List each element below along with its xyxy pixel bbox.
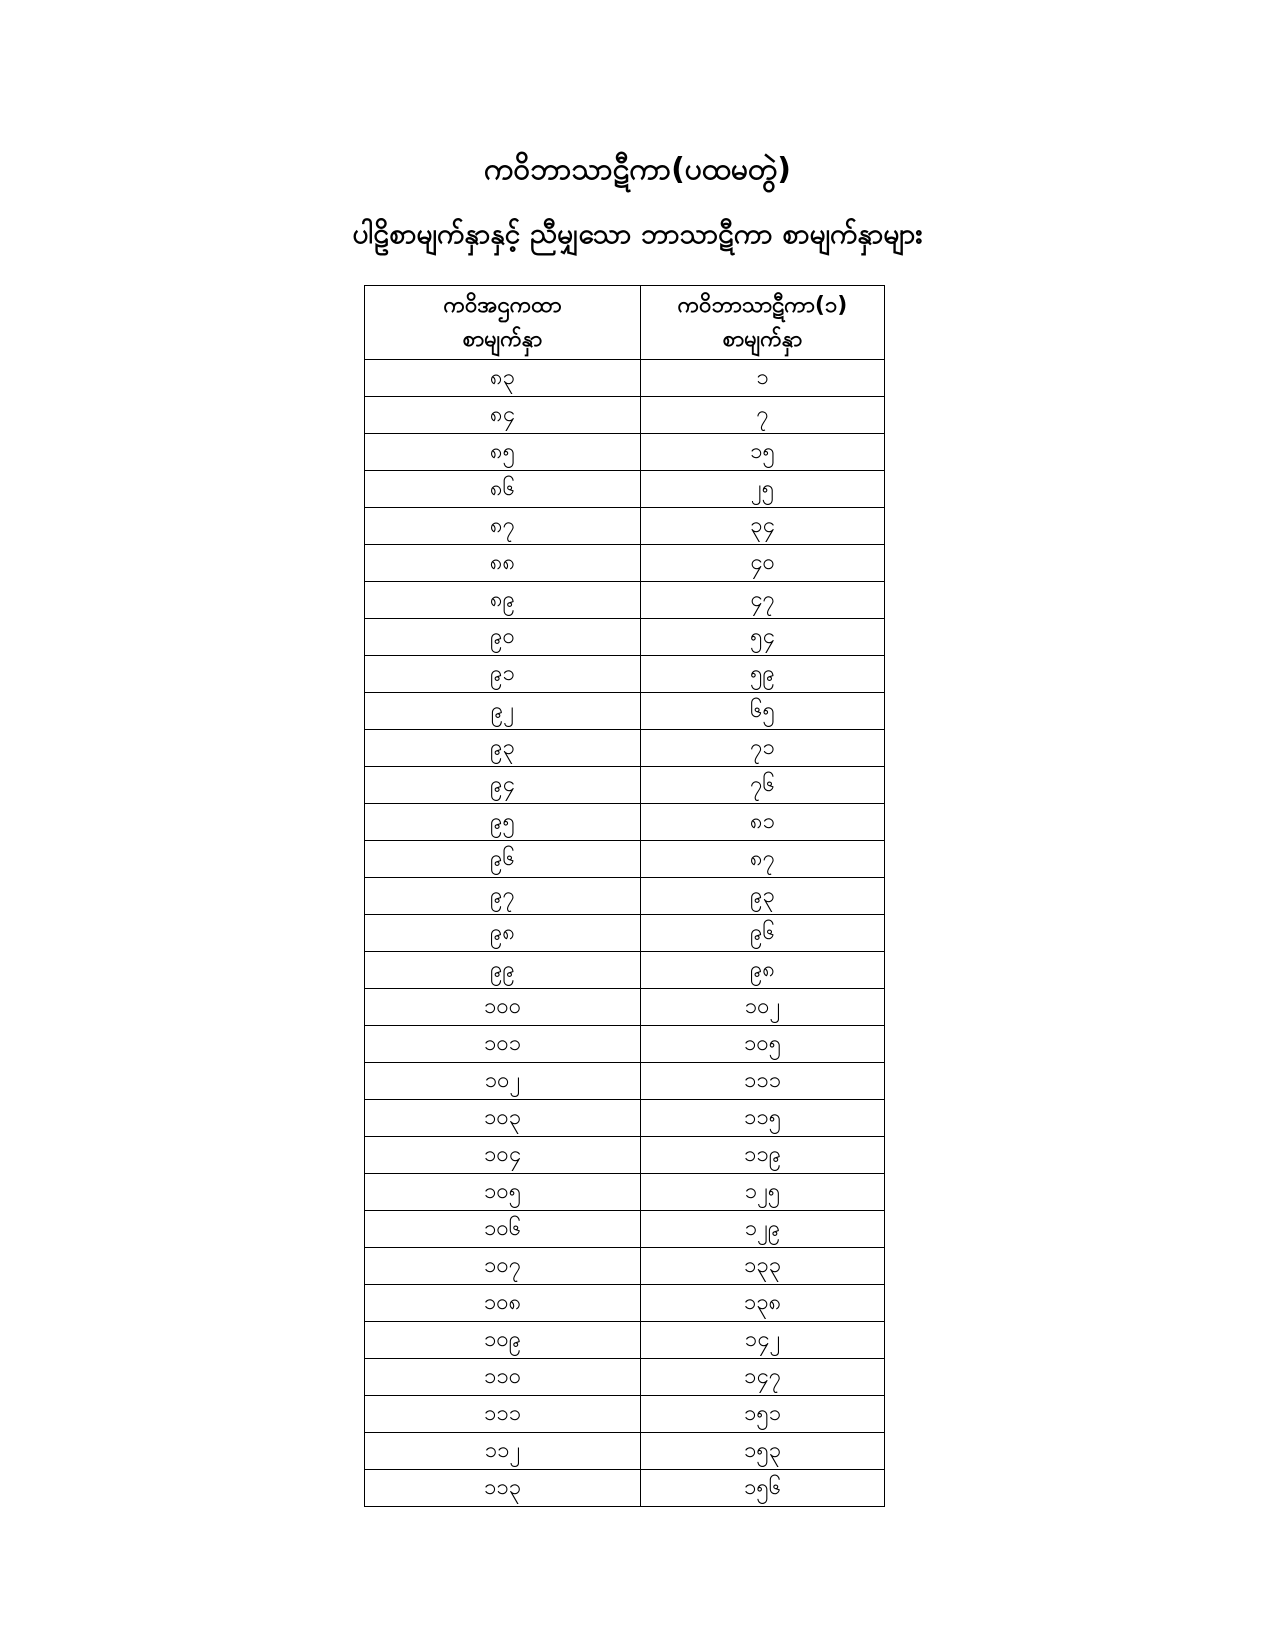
atthakatha-page-cell: ၁၀၂	[365, 1063, 641, 1100]
tika-page-cell: ၁၅၁	[641, 1396, 885, 1433]
tika-page-cell: ၁၀၂	[641, 989, 885, 1026]
table-row	[365, 545, 885, 582]
atthakatha-page-cell: ၉၄	[365, 767, 641, 804]
table-row	[365, 1211, 885, 1248]
tika-page-cell: ၅၉	[641, 656, 885, 693]
atthakatha-page-cell: ၁၀၀	[365, 989, 641, 1026]
atthakatha-page-cell: ၈၈	[365, 545, 641, 582]
atthakatha-page-cell: ၁၁၃	[365, 1470, 641, 1507]
atthakatha-page-cell: ၉၃	[365, 730, 641, 767]
tika-page-cell: ၅၄	[641, 619, 885, 656]
page-mapping-table	[364, 285, 885, 1507]
header-tika-line2: စာမျက်နှာ	[722, 326, 803, 352]
table-row	[365, 952, 885, 989]
table-row	[365, 1285, 885, 1322]
atthakatha-page-cell: ၉၁	[365, 656, 641, 693]
table-row	[365, 767, 885, 804]
table-row	[365, 730, 885, 767]
table-row	[365, 508, 885, 545]
table-row	[365, 989, 885, 1026]
table-row	[365, 1248, 885, 1285]
tika-page-cell: ၁၅၃	[641, 1433, 885, 1470]
atthakatha-page-cell: ၉၈	[365, 915, 641, 952]
table-row	[365, 397, 885, 434]
atthakatha-page-cell: ၉၀	[365, 619, 641, 656]
atthakatha-page-cell: ၉၆	[365, 841, 641, 878]
table-row	[365, 656, 885, 693]
document-title: ကဝိဘာသာဋီကာ(ပထမတွဲ)	[484, 152, 791, 187]
table-row	[365, 1026, 885, 1063]
header-atthakatha-line1: ကဝိအဌကထာ	[443, 292, 562, 318]
table-row	[365, 1433, 885, 1470]
table-row	[365, 582, 885, 619]
atthakatha-page-cell: ၁၀၅	[365, 1174, 641, 1211]
atthakatha-page-cell: ၉၇	[365, 878, 641, 915]
header-tika-page	[641, 286, 885, 360]
table-row	[365, 1322, 885, 1359]
tika-page-cell: ၁၃၃	[641, 1248, 885, 1285]
table-row	[365, 1174, 885, 1211]
atthakatha-page-cell: ၁၀၃	[365, 1100, 641, 1137]
atthakatha-page-cell: ၁၀၇	[365, 1248, 641, 1285]
atthakatha-page-cell: ၈၅	[365, 434, 641, 471]
table-row	[365, 1470, 885, 1507]
table-row	[365, 1137, 885, 1174]
tika-page-cell: ၄၇	[641, 582, 885, 619]
atthakatha-page-cell: ၁၁၁	[365, 1396, 641, 1433]
atthakatha-page-cell: ၁၀၁	[365, 1026, 641, 1063]
tika-page-cell: ၁၀၅	[641, 1026, 885, 1063]
header-atthakatha-line2: စာမျက်နှာ	[462, 326, 543, 352]
tika-page-cell: ၁၂၉	[641, 1211, 885, 1248]
tika-page-cell: ၇၆	[641, 767, 885, 804]
tika-page-cell: ၁၃၈	[641, 1285, 885, 1322]
tika-page-cell: ၁၄၇	[641, 1359, 885, 1396]
atthakatha-page-cell: ၁၀၆	[365, 1211, 641, 1248]
tika-page-cell: ၈၇	[641, 841, 885, 878]
tika-page-cell: ၁၄၂	[641, 1322, 885, 1359]
tika-page-cell: ၁၅	[641, 434, 885, 471]
tika-page-cell: ၁၂၅	[641, 1174, 885, 1211]
table-row	[365, 841, 885, 878]
atthakatha-page-cell: ၁၀၉	[365, 1322, 641, 1359]
atthakatha-page-cell: ၈၆	[365, 471, 641, 508]
tika-page-cell: ၂၅	[641, 471, 885, 508]
table-body	[365, 360, 885, 1507]
table-row	[365, 1100, 885, 1137]
table-row	[365, 878, 885, 915]
table-row	[365, 1359, 885, 1396]
tika-page-cell: ၁၁၅	[641, 1100, 885, 1137]
tika-page-cell: ၉၈	[641, 952, 885, 989]
document-subtitle: ပါဠိစာမျက်နှာနှင့် ညီမျှသော ဘာသာဋီကာ စာမျက်နှာများ	[352, 217, 923, 250]
tika-page-cell: ၁၅၆	[641, 1470, 885, 1507]
tika-page-cell: ၇	[641, 397, 885, 434]
tika-page-cell: ၁၁၉	[641, 1137, 885, 1174]
tika-page-cell: ၁၁၁	[641, 1063, 885, 1100]
atthakatha-page-cell: ၁၁၂	[365, 1433, 641, 1470]
table-row	[365, 1063, 885, 1100]
table-row	[365, 434, 885, 471]
header-tika-line1: ကဝိဘာသာဋီကာ(၁)	[677, 292, 848, 318]
table-row	[365, 360, 885, 397]
atthakatha-page-cell: ၉၂	[365, 693, 641, 730]
table-row	[365, 915, 885, 952]
tika-page-cell: ၆၅	[641, 693, 885, 730]
atthakatha-page-cell: ၉၅	[365, 804, 641, 841]
atthakatha-page-cell: ၁၁၀	[365, 1359, 641, 1396]
table-row	[365, 804, 885, 841]
tika-page-cell: ၃၄	[641, 508, 885, 545]
table-row	[365, 1396, 885, 1433]
atthakatha-page-cell: ၁၀၈	[365, 1285, 641, 1322]
tika-page-cell: ၄၀	[641, 545, 885, 582]
atthakatha-page-cell: ၈၉	[365, 582, 641, 619]
tika-page-cell: ၈၁	[641, 804, 885, 841]
atthakatha-page-cell: ၁၀၄	[365, 1137, 641, 1174]
table-row	[365, 471, 885, 508]
atthakatha-page-cell: ၉၉	[365, 952, 641, 989]
table-header-row	[365, 286, 885, 360]
tika-page-cell: ၉၆	[641, 915, 885, 952]
tika-page-cell: ၁	[641, 360, 885, 397]
atthakatha-page-cell: ၈၄	[365, 397, 641, 434]
table-row	[365, 619, 885, 656]
tika-page-cell: ၇၁	[641, 730, 885, 767]
table-row	[365, 693, 885, 730]
atthakatha-page-cell: ၈၇	[365, 508, 641, 545]
header-atthakatha-page	[365, 286, 641, 360]
tika-page-cell: ၉၃	[641, 878, 885, 915]
atthakatha-page-cell: ၈၃	[365, 360, 641, 397]
